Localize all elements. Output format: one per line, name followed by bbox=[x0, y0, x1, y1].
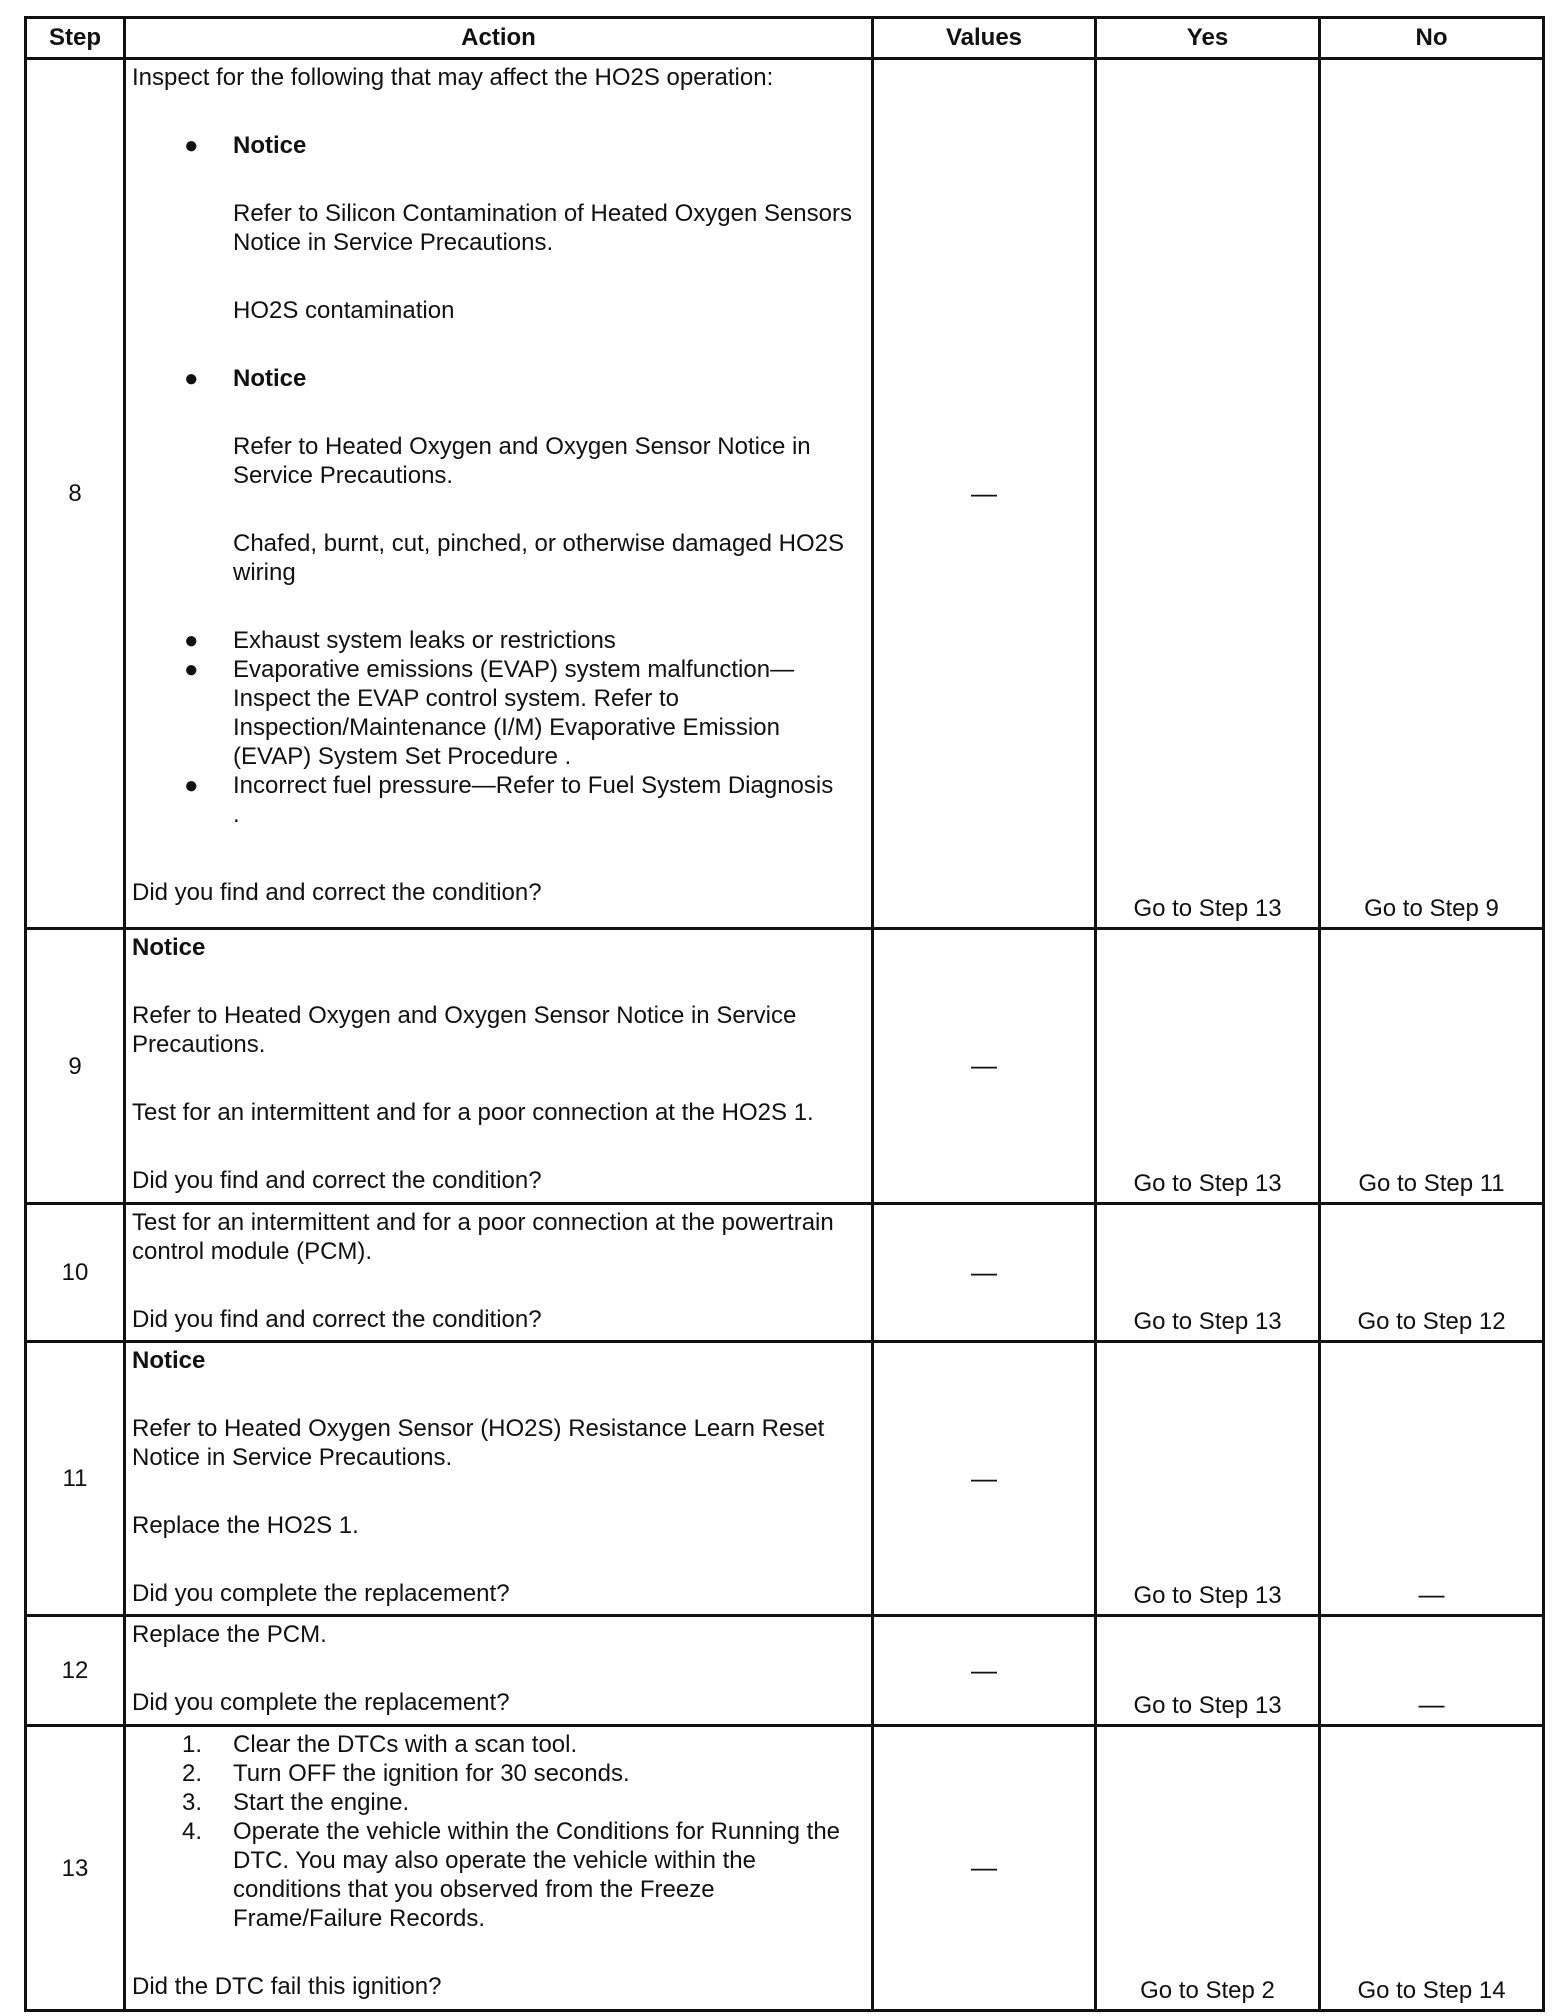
question-text: Did you find and correct the condition? bbox=[132, 879, 542, 906]
notice-text: Refer to Heated Oxygen and Oxygen Sensor Notice in Service Precautions. bbox=[132, 1002, 797, 1058]
notice-text: Refer to Heated Oxygen and Oxygen Sensor Notice in Service Precautions. bbox=[233, 433, 811, 489]
step-number: 9 bbox=[26, 929, 125, 1204]
notice-title: Notice bbox=[132, 1347, 206, 1374]
value-cell: — bbox=[873, 1616, 1096, 1726]
bullet-icon: ● bbox=[184, 365, 199, 392]
no-cell: — bbox=[1320, 1342, 1544, 1616]
notice-text: Refer to Silicon Contamination of Heated Oxygen Sensors Notice in Service Precautions. bbox=[233, 200, 852, 256]
list-item bbox=[132, 771, 863, 829]
notice-text: Refer to Heated Oxygen Sensor (HO2S) Resistance Learn Reset Notice in Service Precautions. bbox=[132, 1415, 825, 1471]
question-text: Did you complete the replacement? bbox=[132, 1689, 510, 1716]
header-step: Step bbox=[26, 18, 125, 59]
list-item bbox=[132, 1788, 863, 1817]
action-cell bbox=[125, 1726, 873, 2011]
action-text: Replace the HO2S 1. bbox=[132, 1512, 359, 1539]
yes-cell: Go to Step 13 bbox=[1096, 929, 1320, 1204]
table-row bbox=[26, 1616, 1544, 1726]
action-text: Replace the PCM. bbox=[132, 1621, 327, 1648]
table-row bbox=[26, 59, 1544, 929]
list-item bbox=[132, 1817, 863, 1933]
no-cell: — bbox=[1320, 1616, 1544, 1726]
question-text: Did the DTC fail this ignition? bbox=[132, 1973, 442, 2000]
value-cell: — bbox=[873, 1726, 1096, 2011]
action-cell bbox=[125, 929, 873, 1204]
header-row bbox=[26, 18, 1544, 59]
question-text: Did you find and correct the condition? bbox=[132, 1167, 542, 1194]
step-number: 8 bbox=[26, 59, 125, 929]
action-intro: Inspect for the following that may affect the HO2S operation: bbox=[132, 64, 774, 91]
no-cell: Go to Step 14 bbox=[1320, 1726, 1544, 2011]
list-item bbox=[132, 1730, 863, 1759]
diagnostic-table bbox=[24, 16, 1545, 2012]
list-number: 3. bbox=[182, 1789, 203, 1816]
notice-title: Notice bbox=[132, 934, 206, 961]
yes-cell: Go to Step 13 bbox=[1096, 1616, 1320, 1726]
list-item bbox=[132, 1759, 863, 1788]
yes-cell: Go to Step 13 bbox=[1096, 59, 1320, 929]
inspection-item: Chafed, burnt, cut, pinched, or otherwise damaged HO2S wiring bbox=[233, 530, 845, 586]
no-cell: Go to Step 11 bbox=[1320, 929, 1544, 1204]
table-row bbox=[26, 1342, 1544, 1616]
table-row bbox=[26, 1204, 1544, 1342]
yes-cell: Go to Step 13 bbox=[1096, 1342, 1320, 1616]
notice-title: Notice bbox=[233, 365, 307, 392]
list-number: 2. bbox=[182, 1760, 203, 1787]
yes-cell: Go to Step 2 bbox=[1096, 1726, 1320, 2011]
inspection-item: HO2S contamination bbox=[233, 297, 455, 324]
list-text: Clear the DTCs with a scan tool. bbox=[233, 1731, 578, 1758]
bullet-text: Evaporative emissions (EVAP) system malfunction—Inspect the EVAP control system. Refer to Inspection/Maintenance (I/M) Evaporative Emission (EVAP) System Set Procedure . bbox=[233, 656, 795, 770]
list-item bbox=[132, 626, 863, 655]
table-row bbox=[26, 929, 1544, 1204]
list-text: Turn OFF the ignition for 30 seconds. bbox=[233, 1760, 630, 1787]
action-cell bbox=[125, 59, 873, 929]
header-yes: Yes bbox=[1096, 18, 1320, 59]
header-no: No bbox=[1320, 18, 1544, 59]
list-item bbox=[132, 364, 863, 393]
bullet-icon: ● bbox=[184, 772, 199, 799]
list-text: Operate the vehicle within the Conditions for Running the DTC. You may also operate the vehicle within the conditions that you observed from the Freeze Frame/Failure Records. bbox=[233, 1818, 841, 1932]
action-cell bbox=[125, 1616, 873, 1726]
list-number: 4. bbox=[182, 1818, 203, 1845]
action-text: Test for an intermittent and for a poor connection at the HO2S 1. bbox=[132, 1099, 814, 1126]
bullet-icon: ● bbox=[184, 132, 199, 159]
notice-title: Notice bbox=[233, 132, 307, 159]
action-cell bbox=[125, 1342, 873, 1616]
list-number: 1. bbox=[182, 1731, 203, 1758]
yes-cell: Go to Step 13 bbox=[1096, 1204, 1320, 1342]
step-number: 12 bbox=[26, 1616, 125, 1726]
step-number: 10 bbox=[26, 1204, 125, 1342]
value-cell: — bbox=[873, 929, 1096, 1204]
no-cell: Go to Step 12 bbox=[1320, 1204, 1544, 1342]
step-number: 13 bbox=[26, 1726, 125, 2011]
header-values: Values bbox=[873, 18, 1096, 59]
no-cell: Go to Step 9 bbox=[1320, 59, 1544, 929]
value-cell: — bbox=[873, 59, 1096, 929]
header-action: Action bbox=[125, 18, 873, 59]
table-row bbox=[26, 1726, 1544, 2011]
bullet-text: Exhaust system leaks or restrictions bbox=[233, 627, 616, 654]
value-cell: — bbox=[873, 1204, 1096, 1342]
bullet-tail: . bbox=[233, 801, 240, 828]
list-item bbox=[132, 655, 863, 771]
question-text: Did you complete the replacement? bbox=[132, 1580, 510, 1607]
bullet-icon: ● bbox=[184, 627, 199, 654]
bullet-text: Incorrect fuel pressure—Refer to Fuel System Diagnosis bbox=[233, 772, 834, 799]
step-number: 11 bbox=[26, 1342, 125, 1616]
list-item bbox=[132, 131, 863, 160]
bullet-icon: ● bbox=[184, 656, 199, 683]
list-text: Start the engine. bbox=[233, 1789, 410, 1816]
value-cell: — bbox=[873, 1342, 1096, 1616]
action-text: Test for an intermittent and for a poor connection at the powertrain control module (PCM). bbox=[132, 1209, 834, 1265]
question-text: Did you find and correct the condition? bbox=[132, 1306, 542, 1333]
action-cell bbox=[125, 1204, 873, 1342]
